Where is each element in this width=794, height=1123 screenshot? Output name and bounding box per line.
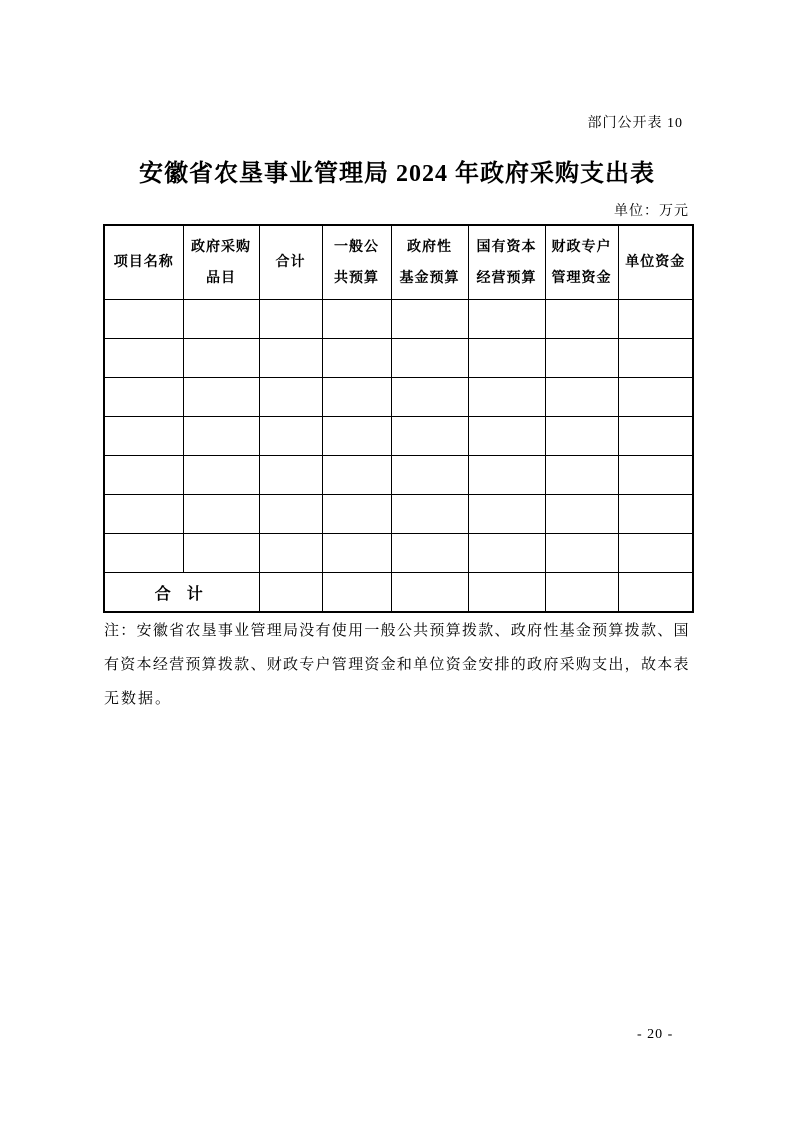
header-line: 财政专户 <box>551 239 612 255</box>
empty-cell <box>618 417 693 456</box>
col-header-gov-fund-budget <box>391 225 468 300</box>
table-row <box>104 339 693 378</box>
empty-cell <box>391 378 468 417</box>
empty-cell <box>618 573 693 613</box>
table-row <box>104 456 693 495</box>
table-header-row <box>104 225 693 300</box>
empty-cell <box>259 534 322 573</box>
empty-cell <box>259 456 322 495</box>
empty-cell <box>104 339 183 378</box>
header-line: 合计 <box>275 255 306 270</box>
empty-cell <box>322 534 391 573</box>
col-header-gov-procurement-item <box>183 225 259 300</box>
procurement-expenditure-table <box>103 224 694 613</box>
empty-cell <box>183 534 259 573</box>
empty-cell <box>322 495 391 534</box>
empty-cell <box>391 573 468 613</box>
empty-cell <box>468 534 545 573</box>
empty-cell <box>322 456 391 495</box>
empty-cell <box>468 456 545 495</box>
header-line: 国有资本 <box>476 239 537 255</box>
empty-cell <box>322 378 391 417</box>
page-number: - 20 - <box>637 1027 674 1042</box>
col-header-general-public-budget <box>322 225 391 300</box>
table-row <box>104 534 693 573</box>
empty-cell <box>545 573 618 613</box>
col-header-unit-funds <box>618 225 693 300</box>
header-line: 政府性 <box>407 239 452 255</box>
header-line: 共预算 <box>334 270 379 286</box>
col-header-state-capital-budget <box>468 225 545 300</box>
empty-cell <box>468 417 545 456</box>
empty-cell <box>391 534 468 573</box>
col-header-total <box>259 225 322 300</box>
empty-cell <box>545 378 618 417</box>
empty-cell <box>322 300 391 339</box>
table-row <box>104 300 693 339</box>
empty-cell <box>104 456 183 495</box>
header-line: 基金预算 <box>399 270 460 286</box>
empty-cell <box>468 339 545 378</box>
empty-cell <box>618 456 693 495</box>
col-header-fiscal-special-account <box>545 225 618 300</box>
empty-cell <box>259 300 322 339</box>
empty-cell <box>104 417 183 456</box>
total-row <box>104 573 693 613</box>
empty-cell <box>259 495 322 534</box>
empty-cell <box>183 456 259 495</box>
col-header-project-name <box>104 225 183 300</box>
header-line: 政府采购 <box>191 239 251 255</box>
empty-cell <box>545 339 618 378</box>
empty-cell <box>545 417 618 456</box>
empty-cell <box>468 495 545 534</box>
table-row <box>104 417 693 456</box>
empty-cell <box>618 534 693 573</box>
empty-cell <box>468 378 545 417</box>
corner-form-label: 部门公开表 10 <box>587 116 683 131</box>
empty-cell <box>183 339 259 378</box>
empty-cell <box>545 495 618 534</box>
table-row <box>104 495 693 534</box>
empty-cell <box>104 378 183 417</box>
empty-cell <box>322 573 391 613</box>
table-body <box>104 300 693 613</box>
footnote-line-2: 有资本经营预算拨款、财政专户管理资金和单位资金安排的政府采购支出，故本表 <box>104 657 689 673</box>
table-row <box>104 378 693 417</box>
empty-cell <box>104 300 183 339</box>
empty-cell <box>104 495 183 534</box>
empty-cell <box>183 300 259 339</box>
total-row-label: 合 计 <box>104 573 259 613</box>
empty-cell <box>391 495 468 534</box>
footnote-line-1: 注：安徽省农垦事业管理局没有使用一般公共预算拨款、政府性基金预算拨款、国 <box>104 623 689 639</box>
empty-cell <box>391 300 468 339</box>
empty-cell <box>391 417 468 456</box>
empty-cell <box>468 300 545 339</box>
unit-label: 单位：万元 <box>614 204 689 219</box>
empty-cell <box>618 339 693 378</box>
header-line: 经营预算 <box>476 270 537 286</box>
empty-cell <box>468 573 545 613</box>
empty-cell <box>391 456 468 495</box>
header-line: 管理资金 <box>551 270 612 286</box>
header-line: 一般公 <box>334 239 379 255</box>
empty-cell <box>391 339 468 378</box>
empty-cell <box>104 534 183 573</box>
footnote-line-3: 无数据。 <box>104 691 173 707</box>
header-line: 项目名称 <box>113 255 174 270</box>
empty-cell <box>322 339 391 378</box>
footnote <box>104 614 689 716</box>
empty-cell <box>183 495 259 534</box>
empty-cell <box>259 339 322 378</box>
empty-cell <box>259 573 322 613</box>
header-line: 单位资金 <box>625 255 686 270</box>
empty-cell <box>183 417 259 456</box>
empty-cell <box>545 534 618 573</box>
empty-cell <box>545 300 618 339</box>
header-line: 品目 <box>206 270 236 286</box>
empty-cell <box>259 417 322 456</box>
empty-cell <box>618 300 693 339</box>
page-title: 安徽省农垦事业管理局 2024 年政府采购支出表 <box>139 161 655 187</box>
empty-cell <box>259 378 322 417</box>
empty-cell <box>618 495 693 534</box>
empty-cell <box>618 378 693 417</box>
empty-cell <box>322 417 391 456</box>
empty-cell <box>545 456 618 495</box>
empty-cell <box>183 378 259 417</box>
